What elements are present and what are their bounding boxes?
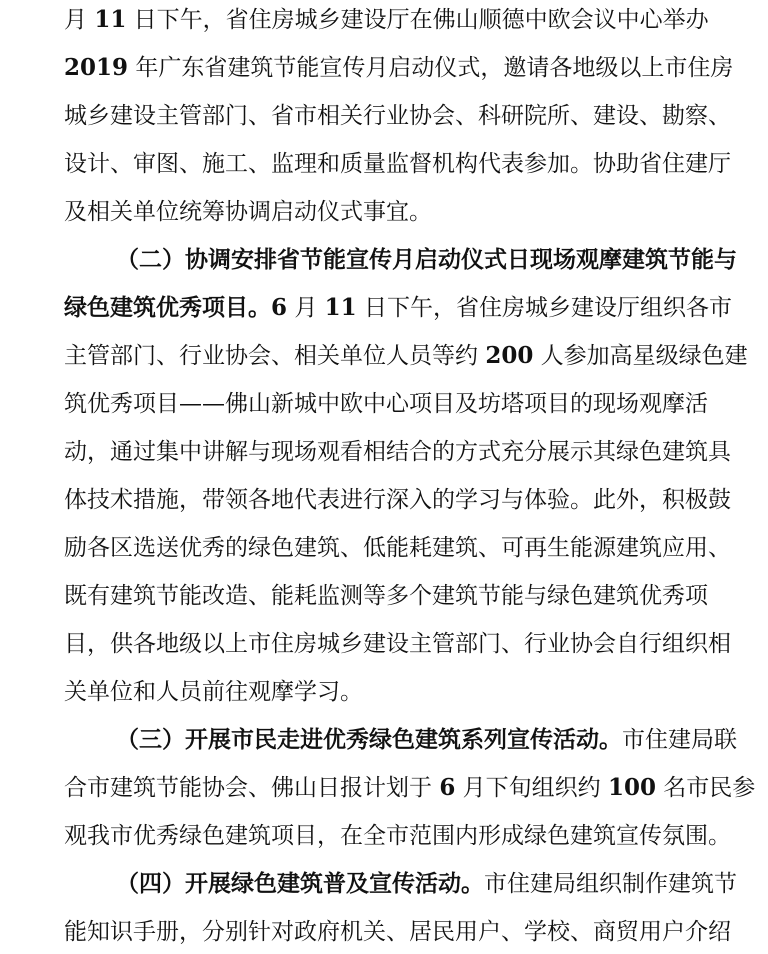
text-line [64, 574, 708, 618]
text-line [116, 718, 737, 762]
text-line [64, 190, 704, 234]
text-run: （二）协调安排省节能宣传月启动仪式日现场观摩建筑节能与 [116, 246, 737, 273]
text-run: 观我市优秀绿色建筑项目，在全市范围内形成绿色建筑宣传氛围。 [64, 823, 731, 849]
text-run: （三）开展市民走进优秀绿色建筑系列宣传活动。 [116, 726, 622, 753]
text-line [64, 910, 731, 954]
text-run: 市住建局组织制作建筑节 [484, 871, 737, 897]
text-run: 11 [94, 6, 127, 33]
text-run: 11 [324, 294, 357, 321]
text-run: 人参加高星级绿色建 [533, 343, 748, 369]
text-run: 6 [271, 294, 288, 321]
text-line [64, 142, 731, 186]
text-line [116, 238, 737, 282]
text-line [64, 382, 708, 426]
text-run: 200 [485, 342, 534, 369]
text-line [64, 334, 748, 378]
text-run: 100 [607, 774, 656, 801]
text-run: 名市民参 [655, 775, 756, 801]
text-run: 日下午，省住房城乡建设厅组织各市 [356, 295, 732, 321]
text-run: 目，供各地级以上市住房城乡建设主管部门、行业协会自行组织相 [64, 631, 731, 657]
text-run: 励各区选送优秀的绿色建筑、低能耗建筑、可再生能源建筑应用、 [64, 535, 731, 561]
text-line [64, 670, 704, 714]
text-run: 2019 [64, 54, 129, 81]
text-run: 设计、审图、施工、监理和质量监督机构代表参加。协助省住建厅 [64, 151, 731, 177]
text-line [64, 94, 731, 138]
text-line [64, 526, 731, 570]
text-line [64, 430, 731, 474]
text-line [64, 814, 731, 858]
text-run: 既有建筑节能改造、能耗监测等多个建筑节能与绿色建筑优秀项 [64, 583, 708, 609]
text-run: （四）开展绿色建筑普及宣传活动。 [116, 870, 484, 897]
text-run: 城乡建设主管部门、省市相关行业协会、科研院所、建设、勘察、 [64, 103, 731, 129]
text-run: 日下午，省住房城乡建设厅在佛山顺德中欧会议中心举办 [126, 7, 709, 33]
text-run: 月下旬组织约 [455, 775, 608, 801]
text-run: 及相关单位统筹协调启动仪式事宜。 [64, 199, 432, 225]
text-run: 体技术措施，带领各地代表进行深入的学习与体验。此外，积极鼓 [64, 487, 731, 513]
text-run: 关单位和人员前往观摩学习。 [64, 679, 363, 705]
text-run: 绿色建筑优秀项目。 [64, 294, 271, 321]
text-line [64, 286, 732, 330]
text-line [116, 862, 737, 906]
text-run: 筑优秀项目——佛山新城中欧中心项目及坊塔项目的现场观摩活 [64, 391, 708, 417]
text-run: 动，通过集中讲解与现场观看相结合的方式充分展示其绿色建筑具 [64, 439, 731, 465]
text-run: 市住建局联 [622, 727, 737, 753]
text-line [64, 766, 756, 810]
text-run: 月 [287, 295, 325, 321]
text-run: 年广东省建筑节能宣传月启动仪式，邀请各地级以上市住房 [128, 55, 734, 81]
text-line [64, 478, 731, 522]
text-run: 月 [64, 7, 95, 33]
text-run: 合市建筑节能协会、佛山日报计划于 [64, 775, 440, 801]
text-line [64, 46, 734, 90]
text-run: 能知识手册，分别针对政府机关、居民用户、学校、商贸用户介绍 [64, 919, 731, 945]
text-line [64, 0, 709, 42]
text-run: 主管部门、行业协会、相关单位人员等约 [64, 343, 486, 369]
text-line [64, 622, 731, 666]
text-run: 6 [439, 774, 456, 801]
